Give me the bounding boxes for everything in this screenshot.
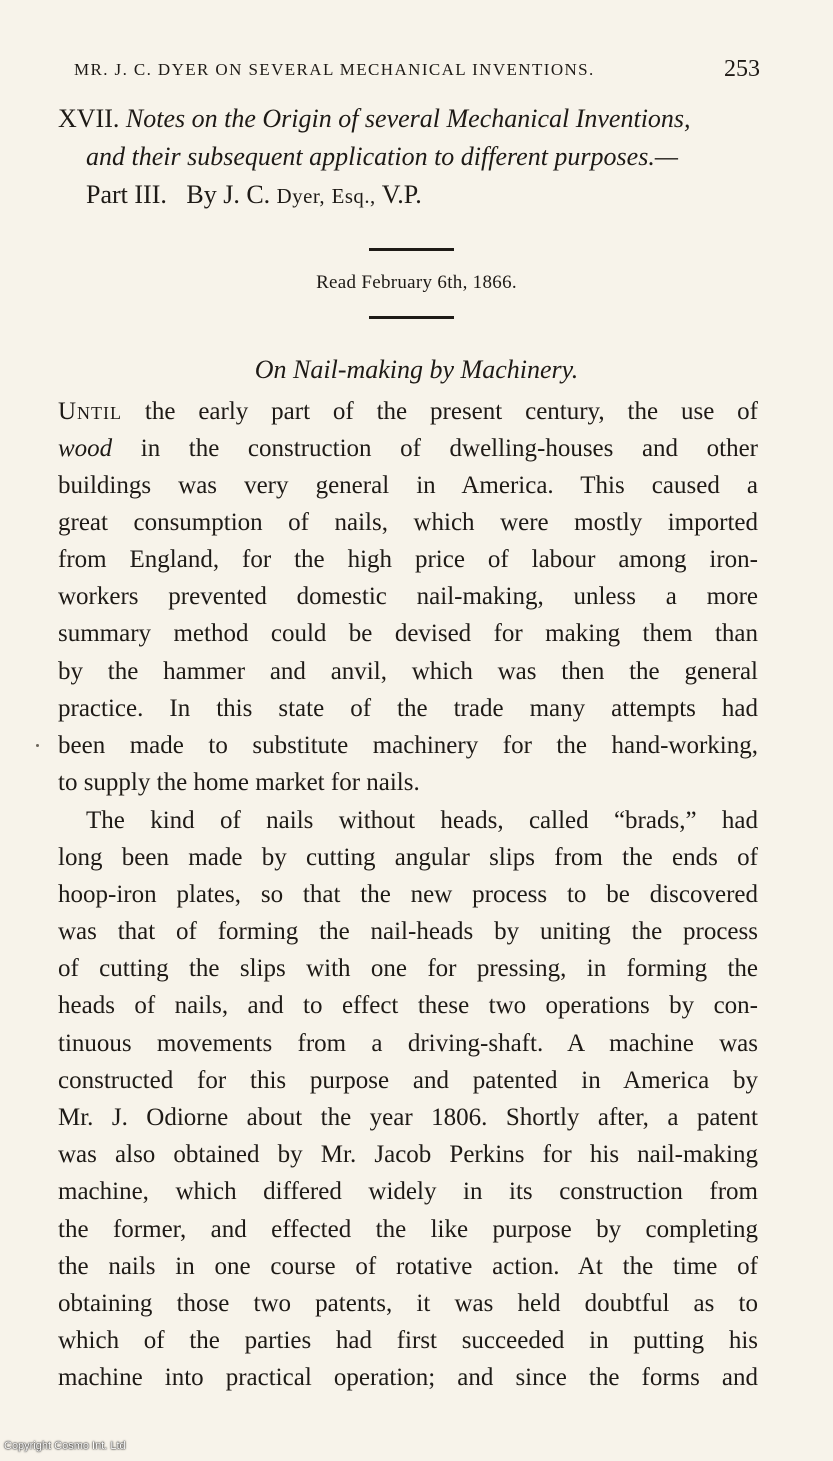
divider-rule (369, 248, 454, 251)
text-line: hoop-iron plates, so that the new process to be discovered (58, 881, 758, 908)
text-line: the nails in one course of rotative action. At the time of (58, 1253, 758, 1280)
paper-heading-line-2 (86, 142, 678, 172)
text-line: by the hammer and anvil, which was then the general (58, 658, 758, 685)
author-surname: Dyer, (276, 185, 326, 208)
text-line: the former, and effected the like purpose by completing (58, 1216, 758, 1243)
text-line: to supply the home market for nails. (58, 769, 420, 796)
text-line: been made to substitute machinery for the hand-working, (58, 732, 758, 759)
paper-by: By (186, 180, 217, 209)
author-role: V.P. (381, 180, 422, 209)
text-line (58, 435, 758, 471)
emphasis-word: wood (58, 435, 113, 462)
text-line: Mr. J. Odiorne about the year 1806. Shortly after, a patent (58, 1104, 758, 1131)
paper-title-line-2: and their subsequent application to different purposes.— (86, 142, 678, 171)
text-line: obtaining those two patents, it was held doubtful as to (58, 1290, 758, 1317)
text-line: machine, which differed widely in its construction from (58, 1178, 758, 1205)
text-line: heads of nails, and to effect these two operations by con- (58, 992, 758, 1019)
paper-speck (36, 744, 39, 747)
text-line: long been made by cutting angular slips from the ends of (58, 844, 758, 871)
author-suffix: Esq., (331, 185, 376, 208)
text-line: of cutting the slips with one for pressing, in forming the (58, 955, 758, 982)
text-span: in the construction of dwelling-houses and other (140, 435, 759, 462)
section-title: On Nail-making by Machinery. (254, 355, 579, 384)
text-line: workers prevented domestic nail-making, unless a more (58, 583, 758, 610)
text-line: The kind of nails without heads, called “brads,” had (86, 807, 758, 834)
text-line: buildings was very general in America. This caused a (58, 472, 758, 499)
copyright-watermark: Copyright Cosmo Int. Ltd (4, 1440, 126, 1452)
text-span: the early part of the present century, the use of (144, 398, 758, 425)
text-line: constructed for this purpose and patented in America by (58, 1067, 758, 1094)
text-line: from England, for the high price of labour among iron- (58, 546, 758, 573)
text-line: tinuous movements from a driving-shaft. A machine was (58, 1030, 758, 1057)
drop-word: Until (58, 398, 123, 425)
text-line: which of the parties had first succeeded in putting his (58, 1327, 758, 1354)
read-date: Read February 6th, 1866. (316, 272, 517, 293)
text-line: was also obtained by Mr. Jacob Perkins for his nail-making (58, 1141, 758, 1168)
paper-part: Part III. (86, 180, 167, 209)
text-line: was that of forming the nail-heads by uniting the process (58, 918, 758, 945)
text-line: summary method could be devised for making them than (58, 620, 758, 647)
text-line: great consumption of nails, which were mostly imported (58, 509, 758, 536)
divider-rule (369, 316, 454, 319)
paper-heading-line-3 (86, 180, 422, 210)
text-line: machine into practical operation; and since the forms and (58, 1364, 758, 1391)
running-header (74, 56, 760, 86)
running-title: MR. J. C. DYER ON SEVERAL MECHANICAL INVENTIONS. (74, 60, 595, 79)
text-line: practice. In this state of the trade many attempts had (58, 695, 758, 722)
paper-title-line-1: Notes on the Origin of several Mechanical Inventions, (125, 104, 691, 133)
paper-heading-line-1 (58, 104, 691, 134)
text-line (58, 398, 758, 434)
author-initials: J. C. (223, 180, 271, 209)
page-number: 253 (724, 56, 760, 82)
paper-number: XVII. (58, 104, 120, 133)
